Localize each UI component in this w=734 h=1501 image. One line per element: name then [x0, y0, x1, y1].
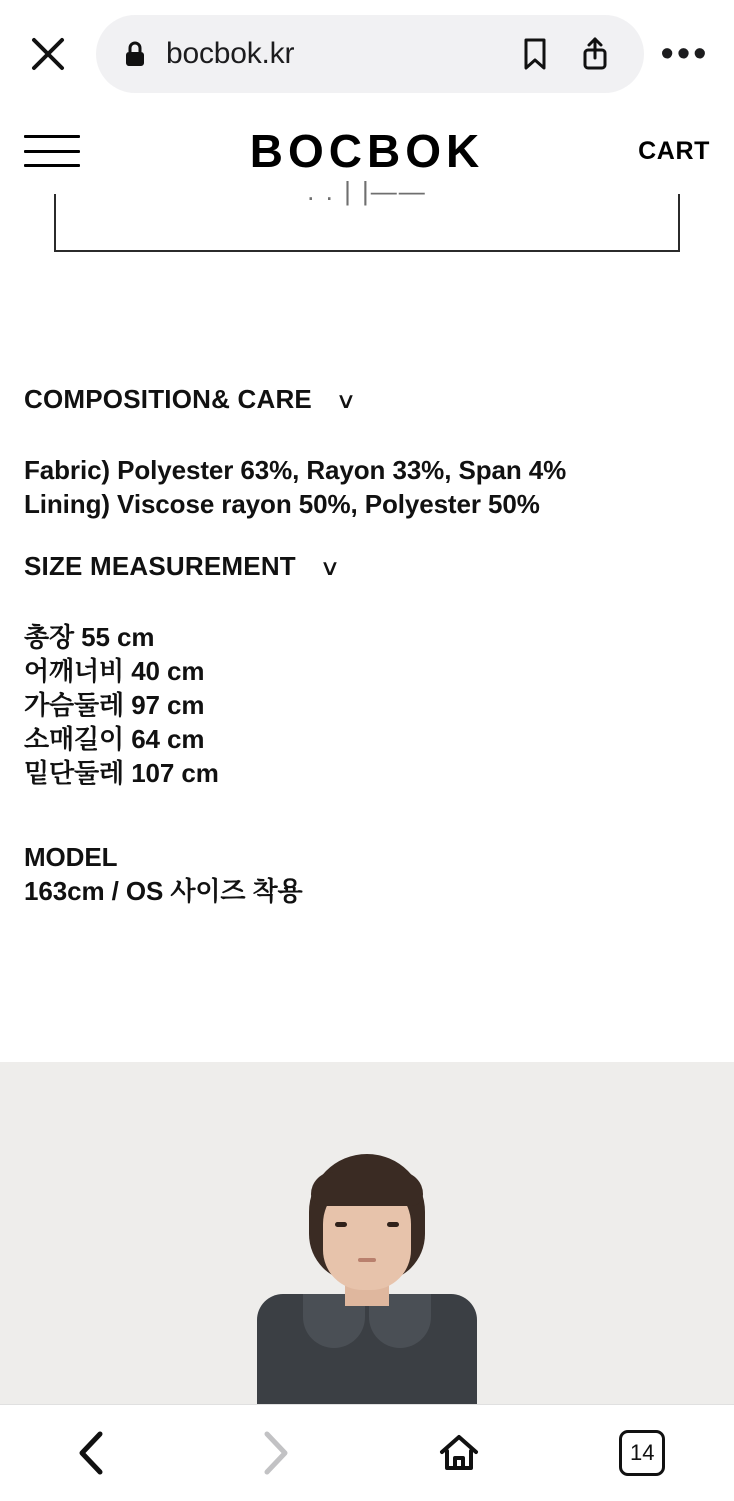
- model-info: 163cm / OS 사이즈 착용: [24, 876, 303, 906]
- browser-bottom-nav: [0, 1404, 734, 1500]
- size-line-hem: 밑단둘레 107 cm: [24, 758, 219, 788]
- hamburger-menu-icon[interactable]: [24, 131, 80, 171]
- browser-toolbar: [0, 0, 734, 108]
- model-eye-left: [335, 1222, 347, 1227]
- product-photo: [0, 1062, 734, 1404]
- model-eye-right: [387, 1222, 399, 1227]
- hamburger-line: [24, 135, 80, 138]
- more-options-icon[interactable]: [658, 27, 712, 81]
- close-icon[interactable]: [22, 28, 74, 80]
- size-measurement-section: [0, 551, 734, 790]
- chevron-down-icon[interactable]: ∨: [319, 555, 341, 580]
- address-bar[interactable]: [96, 15, 644, 93]
- spacer: [0, 790, 734, 840]
- spacer: [24, 582, 710, 620]
- share-icon[interactable]: [572, 31, 618, 77]
- spacer: [0, 252, 734, 384]
- spacer: [0, 521, 734, 551]
- cut-off-detail-box: [54, 176, 680, 252]
- hamburger-line: [24, 150, 80, 153]
- model-mouth: [358, 1258, 376, 1262]
- page-content: [0, 176, 734, 1404]
- address-bar-url: bocbok.kr: [166, 37, 295, 70]
- composition-line-1: Fabric) Polyester 63%, Rayon 33%, Span 4%: [24, 455, 567, 485]
- lock-icon: [122, 40, 148, 68]
- size-measurement-heading: SIZE MEASUREMENT: [24, 551, 296, 581]
- size-line-sleeve: 소매길이 64 cm: [24, 724, 205, 754]
- tabs-button[interactable]: [594, 1405, 690, 1501]
- model-section: [0, 840, 734, 908]
- model-figure: [257, 1154, 477, 1404]
- composition-line-2: Lining) Viscose rayon 50%, Polyester 50%: [24, 489, 540, 519]
- site-logo[interactable]: BOCBOK: [249, 125, 485, 177]
- composition-care-heading-row[interactable]: [24, 384, 710, 415]
- spacer: [24, 415, 710, 453]
- size-line-total-length: 총장 55 cm: [24, 622, 155, 652]
- composition-care-heading: COMPOSITION& CARE: [24, 384, 312, 414]
- size-line-chest: 가슴둘레 97 cm: [24, 690, 205, 720]
- chevron-down-icon[interactable]: ∨: [335, 388, 357, 413]
- size-line-shoulder: 어깨너비 40 cm: [24, 656, 205, 686]
- model-heading: MODEL: [24, 842, 118, 872]
- bookmark-icon[interactable]: [512, 31, 558, 77]
- size-measurement-heading-row[interactable]: [24, 551, 710, 582]
- more-options-label: •••: [660, 33, 710, 75]
- model-fringe: [311, 1172, 423, 1206]
- composition-care-section: [0, 384, 734, 521]
- cart-link[interactable]: CART: [638, 136, 710, 165]
- home-icon[interactable]: [411, 1405, 507, 1501]
- cut-off-text: . . | |——: [307, 176, 427, 206]
- hamburger-line: [24, 164, 80, 167]
- back-chevron-icon[interactable]: [44, 1405, 140, 1501]
- forward-chevron-icon: [227, 1405, 323, 1501]
- tabs-count: 14: [619, 1430, 665, 1476]
- model-garment: [257, 1294, 477, 1404]
